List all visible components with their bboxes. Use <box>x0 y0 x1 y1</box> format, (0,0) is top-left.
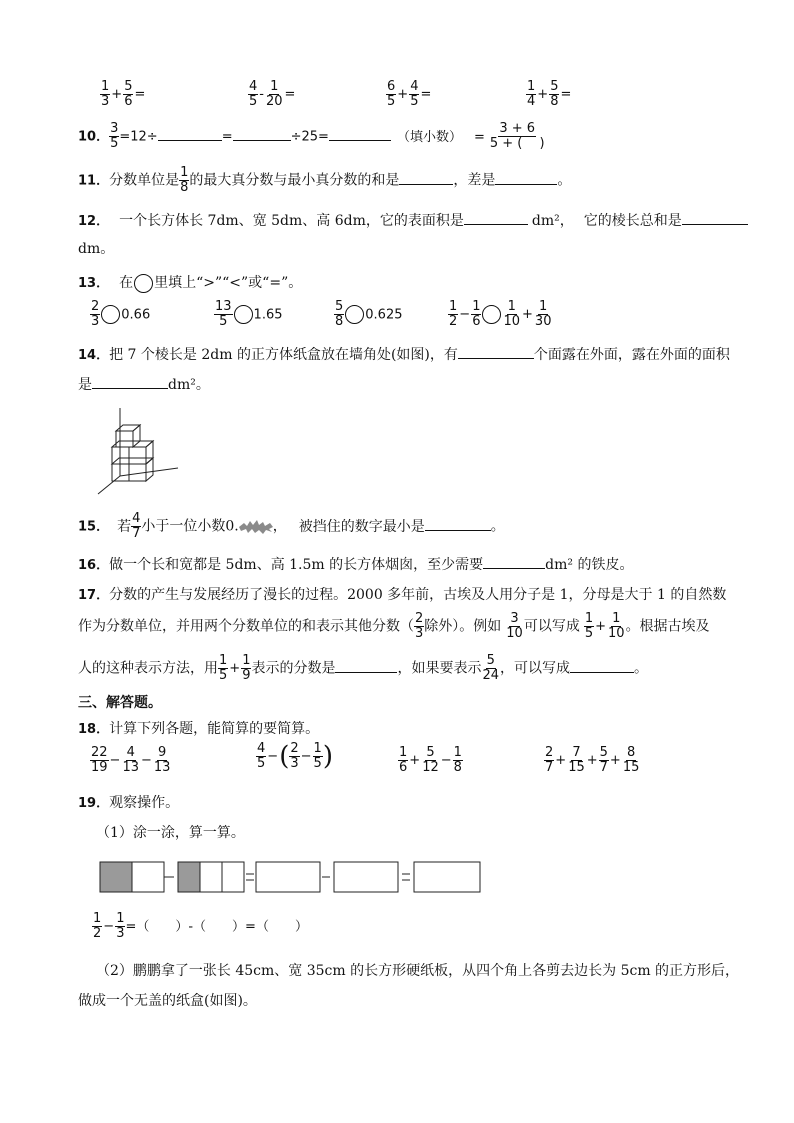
fraction: $\frac{4}{5}$ <box>249 79 258 109</box>
compare-d: $\frac{1}{2}$ − $\frac{1}{6}$ $\frac{1}{10}$ + $\frac{1}{30}$ <box>449 299 552 329</box>
question-11: 11．分数单位是 $\frac{1}{8}$ 的最大真分数与最小真分数的和是 ，差是 。 <box>78 165 572 195</box>
question-12-cont: dm。 <box>78 241 115 257</box>
answer-blank[interactable] <box>483 556 545 569</box>
fraction: $\frac{1}{3}$ <box>101 79 110 109</box>
ink-blot-icon <box>239 520 273 534</box>
question-13: 13． 在 里填上“>”“<”或“=”。 <box>78 275 303 291</box>
question-12: 12． 一个长方体长 7dm、宽 5dm、高 6dm，它的表面积是 dm²， 它的棱长总和是 <box>78 210 748 230</box>
answer-blank[interactable] <box>682 212 748 225</box>
answer-blank[interactable] <box>233 128 291 141</box>
compare-circle[interactable] <box>345 305 364 324</box>
question-14: 14．把 7 个棱长是 2dm 的正方体纸盒放在墙角处(如图)，有 个面露在外面，露在外面的面积 <box>78 347 730 363</box>
compare-circle[interactable] <box>234 305 253 324</box>
answer-blank[interactable] <box>458 346 534 359</box>
fraction: $\frac{5}{6}$ <box>124 79 133 109</box>
fraction: $\frac{1}{20}$ <box>265 79 283 109</box>
compare-circle[interactable] <box>482 305 501 324</box>
compare-c: $\frac{5}{8}$ 0.625 <box>335 299 403 329</box>
compare-a: $\frac{2}{3}$ 0.66 <box>91 299 151 329</box>
fraction: $\frac{1}{4}$ <box>527 79 536 109</box>
compare-b: $\frac{13}{5}$ 1.65 <box>215 299 283 329</box>
answer-blank[interactable] <box>158 128 222 141</box>
question-19: 19．观察操作。 <box>78 795 180 811</box>
question-16: 16．做一个长和宽都是 5dm、高 1.5m 的长方体烟囱，至少需要 dm² 的铁皮。 <box>78 557 634 573</box>
question-10: 10． $\frac{3}{5}$ =12÷ = ÷25= （填小数） = $\frac{3 + 6}{5 + ( )}$ <box>78 121 545 151</box>
compare-circle[interactable] <box>101 305 120 324</box>
expr-2: $\frac{4}{5}$ −( $\frac{2}{3}$ − $\frac{1}{5}$ ) <box>257 741 333 772</box>
answer-blank[interactable] <box>425 518 491 531</box>
q19-part2: （2）鹏鹏拿了一张长 45cm、宽 35cm 的长方形硬纸板，从四个角上各剪去边长为 5cm 的正方形后， <box>96 963 740 979</box>
corner-cubes-figure <box>92 406 182 498</box>
section-heading: 三、解答题。 <box>78 695 162 711</box>
question-14-cont: 是 dm²。 <box>78 377 210 393</box>
answer-blank[interactable] <box>329 128 391 141</box>
compare-circle-icon <box>134 274 153 293</box>
fraction: $\frac{6}{5}$ <box>387 79 396 109</box>
expr-3: $\frac{1}{6}$ + $\frac{5}{12}$ − $\frac{1}{8}$ <box>399 745 462 775</box>
expr-1: $\frac{22}{19}$ − $\frac{4}{13}$ − $\frac{9}{13}$ <box>91 745 171 775</box>
question-17-line2: 作为分数单位，并用两个分数单位的和表示其他分数（ $\frac{2}{3}$ 除外）。例如 $\frac{3}{10}$ 可以写成 $\frac{1}{5}$ + $\frac{1}{10}$ 。根据古埃及 <box>78 611 710 641</box>
fraction: $\frac{4}{5}$ <box>410 79 419 109</box>
answer-blank[interactable] <box>335 660 397 673</box>
question-17: 17．分数的产生与发展经历了漫长的过程。2000 多年前，古埃及人用分子是 1，分母是大于 1 的自然数 <box>78 587 727 603</box>
calc-row-1: $\frac{1}{3}$ + $\frac{5}{6}$ = <box>101 79 146 109</box>
q19-part1: （1）涂一涂，算一算。 <box>96 825 245 841</box>
answer-blank[interactable] <box>464 212 528 225</box>
question-17-line3: 人的这种表示方法，用 $\frac{1}{5}$ + $\frac{1}{9}$ 表示的分数是 ，如果要表示 $\frac{5}{24}$ ，可以写成 。 <box>78 653 649 683</box>
question-18: 18．计算下列各题，能简算的要简算。 <box>78 721 320 737</box>
expr-4: $\frac{2}{7}$ + $\frac{7}{15}$ + $\frac{5}{7}$ + $\frac{8}{15}$ <box>545 745 640 775</box>
answer-blank[interactable] <box>399 172 453 185</box>
fraction: $\frac{5}{8}$ <box>550 79 559 109</box>
calc-row-4: $\frac{1}{4}$ + $\frac{5}{8}$ = <box>527 79 572 109</box>
question-15: 15． 若 $\frac{4}{7}$ 小于一位小数0. ， 被挡住的数字最小是 。 <box>78 511 505 541</box>
answer-blank[interactable] <box>495 172 557 185</box>
answer-blank[interactable] <box>92 376 168 389</box>
calc-row-2: $\frac{4}{5}$ - $\frac{1}{20}$ = <box>249 79 296 109</box>
shading-diagram <box>96 858 486 898</box>
answer-blank[interactable] <box>570 660 634 673</box>
q19-equation: $\frac{1}{2}$ − $\frac{1}{3}$ =（ ）-（ ）=（ ） <box>93 911 308 941</box>
q19-part2-cont: 做成一个无盖的纸盒(如图)。 <box>78 993 257 1009</box>
calc-row-3: $\frac{6}{5}$ + $\frac{4}{5}$ = <box>387 79 432 109</box>
